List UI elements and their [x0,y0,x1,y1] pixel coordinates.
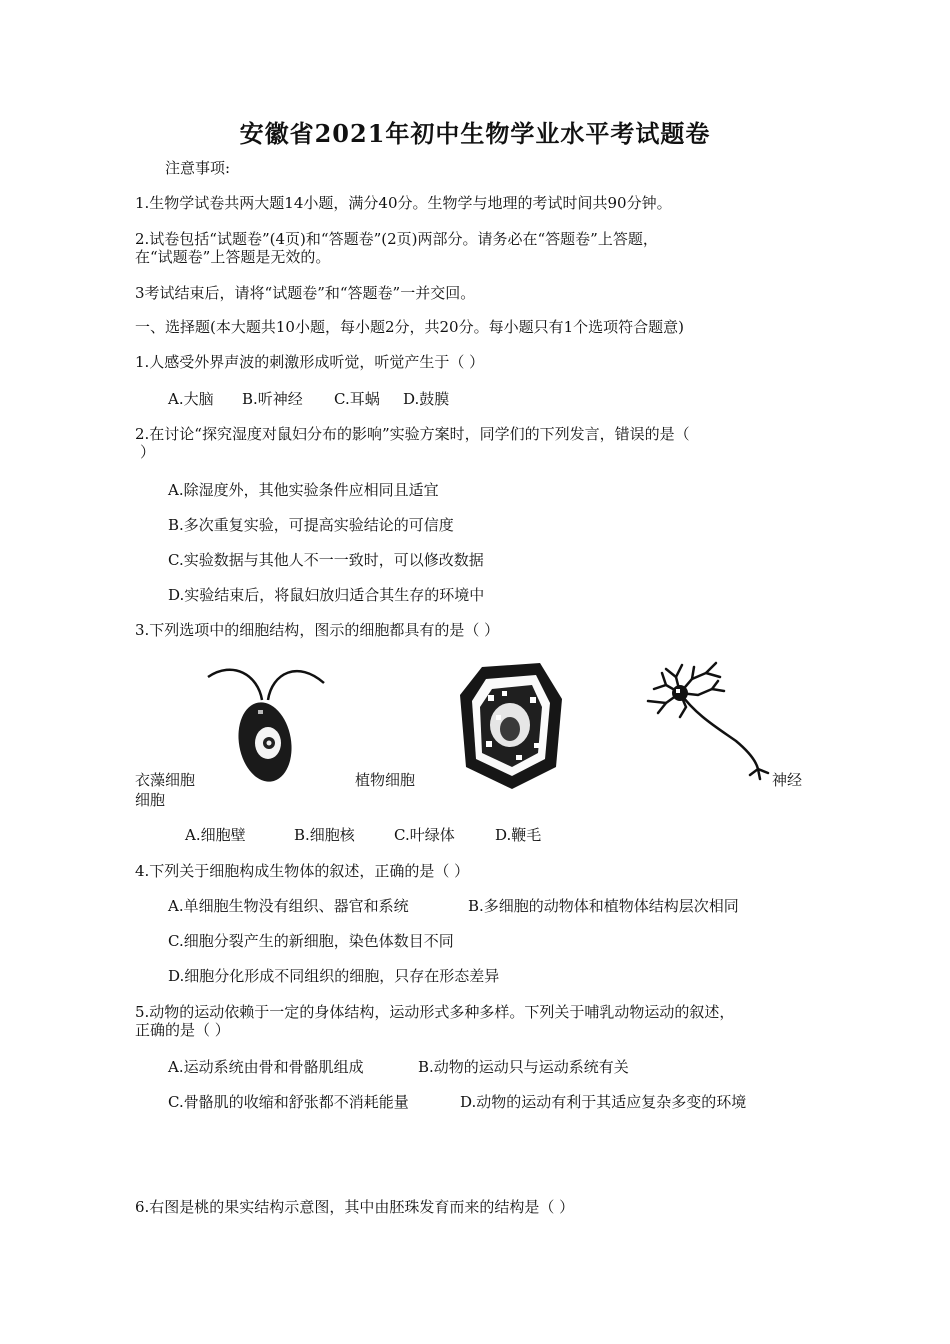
exam-title: 安徽省2021年初中生物学业水平考试题卷 [239,119,711,148]
q1-option-d: D.鼓膜 [403,390,450,408]
q4-option-a: A.单细胞生物没有组织、器官和系统 [168,897,409,915]
q3-option-b: B.细胞核 [294,826,355,844]
q5-option-d: D.动物的运动有利于其适应复杂多变的环境 [460,1093,747,1111]
section-1-heading: 一、选择题(本大题共10小题，每小题2分，共20分。每小题只有1个选项符合题意) [135,318,684,336]
q4-option-d: D.细胞分化形成不同组织的细胞，只存在形态差异 [168,967,500,985]
q3-option-a: A.细胞壁 [185,826,246,844]
notice-item-1: 1.生物学试卷共两大题14小题，满分40分。生物学与地理的考试时间共90分钟。 [135,194,672,212]
plant-cell-figure [452,655,572,795]
notice-item-2-line-2: 在“试题卷”上答题是无效的。 [135,248,331,266]
q3-option-c: C.叶绿体 [394,826,455,844]
q4-option-c: C.细胞分裂产生的新细胞，染色体数目不同 [168,932,454,950]
q3-stem: 3.下列选项中的细胞结构，图示的细胞都具有的是（ ） [135,621,500,639]
q5-option-b: B.动物的运动只与运动系统有关 [418,1058,629,1076]
q3-label-chlamydomonas: 衣藻细胞 [135,771,196,789]
q1-option-a: A.大脑 [168,390,214,408]
q3-option-d: D.鞭毛 [495,826,542,844]
q3-label-neuron-continued: 细胞 [135,791,166,809]
q2-option-b: B.多次重复实验，可提高实验结论的可信度 [168,516,454,534]
q2-stem-line-2: ） [140,443,156,461]
q3-label-neuron: 神经 [772,771,803,789]
q2-option-d: D.实验结束后，将鼠妇放归适合其生存的环境中 [168,586,485,604]
notice-heading: 注意事项: [165,159,231,177]
q4-option-b: B.多细胞的动物体和植物体结构层次相同 [468,897,739,915]
q5-stem-line-2: 正确的是（ ） [135,1021,230,1039]
neuron-cell-figure [636,655,776,785]
q1-stem: 1.人感受外界声波的刺激形成听觉，听觉产生于（ ） [135,353,485,371]
chlamydomonas-cell-figure [198,655,328,785]
q4-stem: 4.下列关于细胞构成生物体的叙述，正确的是（ ） [135,862,470,880]
q1-option-c: C.耳蜗 [334,390,380,408]
notice-item-3: 3考试结束后，请将“试题卷”和“答题卷”一并交回。 [135,284,476,302]
q2-stem-line-1: 2.在讨论“探究湿度对鼠妇分布的影响”实验方案时，同学们的下列发言，错误的是（ [135,425,690,443]
q6-stem: 6.右图是桃的果实结构示意图，其中由胚珠发育而来的结构是（ ） [135,1198,575,1216]
q5-option-a: A.运动系统由骨和骨骼肌组成 [168,1058,364,1076]
q2-option-a: A.除湿度外，其他实验条件应相同且适宜 [168,481,439,499]
notice-item-2-line-1: 2.试卷包括“试题卷”(4页)和“答题卷”(2页)两部分。请务必在“答题卷”上答题， [135,230,658,248]
q5-option-c: C.骨骼肌的收缩和舒张都不消耗能量 [168,1093,409,1111]
q2-option-c: C.实验数据与其他人不一一致时，可以修改数据 [168,551,484,569]
q5-stem-line-1: 5.动物的运动依赖于一定的身体结构，运动形式多种多样。下列关于哺乳动物运动的叙述， [135,1003,735,1021]
q1-option-b: B.听神经 [242,390,303,408]
q3-label-plant-cell: 植物细胞 [355,771,416,789]
